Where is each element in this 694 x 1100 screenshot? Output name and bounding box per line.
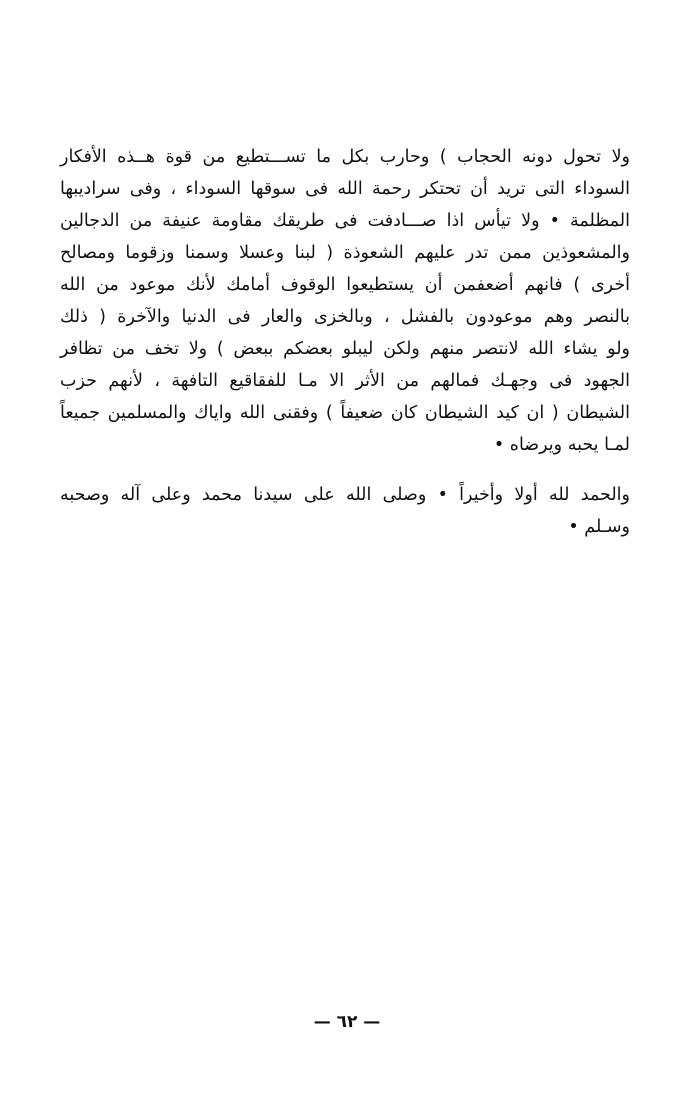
body-paragraph-2	[60, 479, 630, 543]
text-line: ولا تحول دونه الحجاب ) وحارب بكل ما تســـتطيع من قوة هــذه الأفكار	[60, 147, 630, 167]
text-line: والحمد لله أولا وأخيراً • وصلى الله على سيدنا محمد وعلى آله وصحبه	[60, 485, 630, 505]
text-line: الشيطان ( ان كيد الشيطان كان ضعيفاً ) وفقنى الله واياك والمسلمين جميعاً	[60, 403, 630, 423]
text-line: وسـلم •	[568, 517, 630, 537]
text-line: الجهود فى وجهـك فمالهم من الأثر الا مـا للفقاقيع التافهة ، لأنهم حزب	[60, 371, 630, 391]
text-line: ولو يشاء الله لانتصر منهم ولكن ليبلو بعضكم ببعض ) ولا تخف من تظافر	[60, 339, 630, 359]
page-number: — ٦٢ —	[313, 1012, 381, 1032]
text-line: المظلمة • ولا تيأس اذا صـــادفت فى طريقك مقاومة عنيفة من الدجالين	[60, 211, 630, 231]
body-paragraph-1	[60, 141, 630, 461]
text-line: لمـا يحبه ويرضاه •	[493, 435, 630, 455]
text-line: والمشعوذين ممن تدر عليهم الشعوذة ( لبنا وعسلا وسمنا وزقوما ومصالح	[60, 243, 630, 263]
text-line: السوداء التى تريد أن تحتكر رحمة الله فى سوقها السوداء ، وفى سراديبها	[60, 179, 630, 199]
text-line: بالنصر وهم موعودون بالفشل ، وبالخزى والعار فى الدنيا والآخرة ( ذلك	[60, 307, 630, 327]
text-line: أخرى ) فانهم أضعفمن أن يستطيعوا الوقوف أمامك لأنك موعود من الله	[60, 275, 630, 295]
